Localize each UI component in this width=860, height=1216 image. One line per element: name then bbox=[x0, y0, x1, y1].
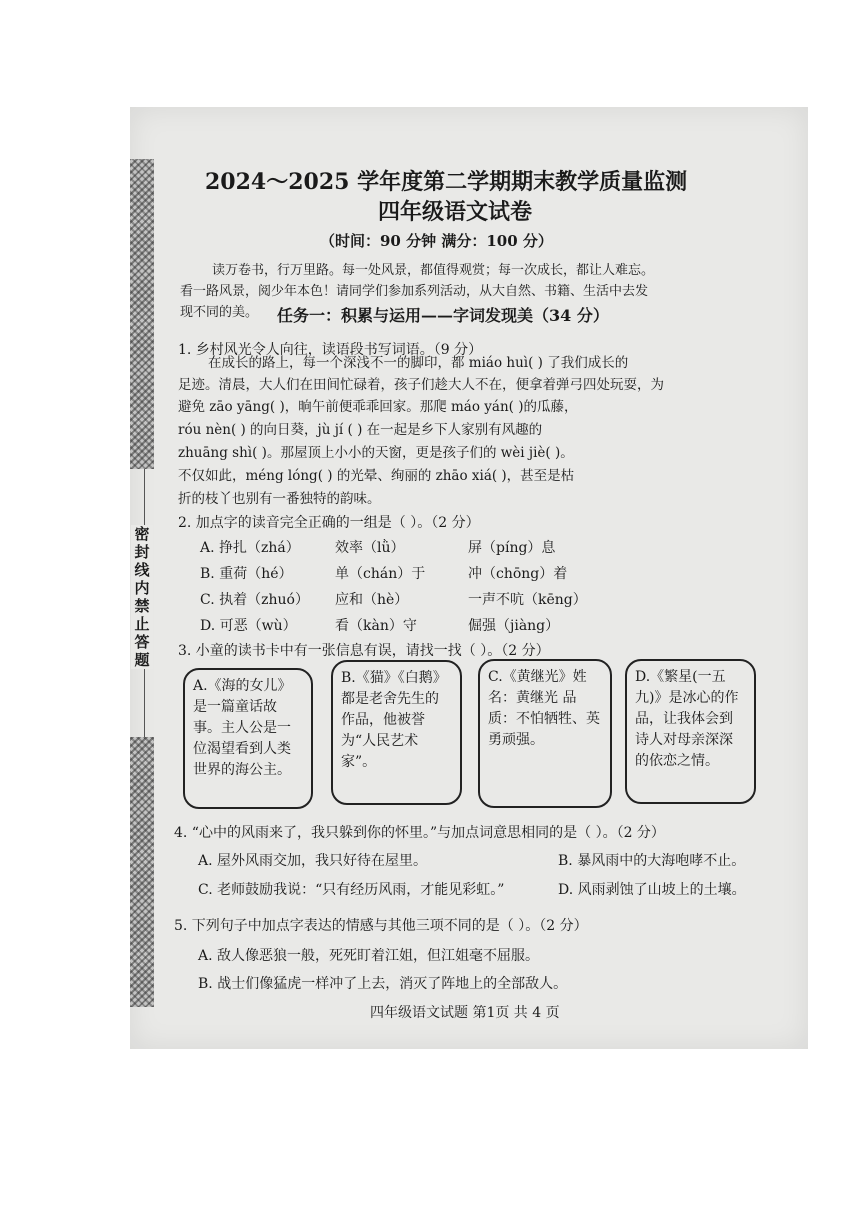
q1-line-6: 不仅如此，méng lóng( ) 的光晕、绚丽的 zhāo xiá( )，甚至是枯 bbox=[178, 468, 575, 484]
q1-stem: 1. 乡村风光令人向往，读语段书写词语。（9 分） bbox=[178, 342, 483, 358]
q1-line-5: zhuāng shì( )。那屋顶上小小的天窗，更是孩子们的 wèi jiè( )。 bbox=[178, 445, 574, 461]
q2-option-b2: 单（chán）于 bbox=[335, 566, 426, 582]
q2-option-c2: 应和（hè） bbox=[335, 592, 409, 608]
q2-option-a3: 屏（píng）息 bbox=[468, 540, 556, 556]
reading-card-d: D.《繁星(一五九)》是冰心的作品，让我体会到诗人对母亲深深的依恋之情。 bbox=[625, 659, 756, 804]
exam-paper bbox=[130, 107, 808, 1049]
q4-option-d: D. 风雨剥蚀了山坡上的土壤。 bbox=[558, 882, 746, 898]
q1-line-7: 折的枝丫也别有一番独特的韵味。 bbox=[178, 491, 381, 507]
binding-pattern-bottom bbox=[130, 737, 154, 1007]
q4-option-c: C. 老师鼓励我说：“只有经历风雨，才能见彩虹。” bbox=[198, 882, 505, 898]
q5-stem: 5. 下列句子中加点字表达的情感与其他三项不同的是（ ）。（2 分） bbox=[174, 918, 588, 934]
exam-subtitle: 四年级语文试卷 bbox=[378, 199, 533, 225]
q2-option-c1: C. 执着（zhuó） bbox=[200, 592, 309, 608]
q2-option-d2: 看（kàn）守 bbox=[335, 618, 417, 634]
exam-title: 2024～2025 学年度第二学期期末教学质量监测 bbox=[205, 169, 688, 195]
reading-card-c: C.《黄继光》姓名：黄继光 品质：不怕牺牲、英勇顽强。 bbox=[478, 659, 612, 808]
reading-card-a: A.《海的女儿》是一篇童话故事。主人公是一位渴望看到人类世界的海公主。 bbox=[183, 668, 313, 809]
q2-stem: 2. 加点字的读音完全正确的一组是（ ）。（2 分） bbox=[178, 515, 480, 531]
time-info: （时间：90 分钟 满分：100 分） bbox=[320, 232, 553, 250]
seal-notice: 密封线内禁止答题 bbox=[131, 525, 153, 669]
q4-stem: 4. “心中的风雨来了，我只躲到你的怀里。”与加点词意思相同的是（ ）。（2 分） bbox=[174, 825, 665, 841]
q2-option-a2: 效率（lǜ） bbox=[335, 540, 405, 556]
q4-option-b: B. 暴风雨中的大海咆哮不止。 bbox=[558, 853, 746, 869]
q1-line-1: 在成长的路上，每一个深浅不一的脚印，都 miáo huì( ) 了我们成长的 bbox=[208, 355, 629, 371]
q5-option-b: B. 战士们像猛虎一样冲了上去，消灭了阵地上的全部敌人。 bbox=[198, 976, 568, 992]
intro-line-3: 现不同的美。 bbox=[180, 305, 259, 320]
q5-option-a: A. 敌人像恶狼一般，死死盯着江姐，但江姐毫不屈服。 bbox=[198, 948, 540, 964]
q1-line-2: 足迹。清晨，大人们在田间忙碌着，孩子们趁大人不在，便拿着弹弓四处玩耍，为 bbox=[178, 377, 664, 393]
q1-line-3: 避免 zāo yāng( )，晌午前便乖乖回家。那爬 máo yán( )的瓜藤， bbox=[178, 399, 578, 415]
q1-line-4: róu nèn( ) 的向日葵，jù jí ( ) 在一起是乡下人家别有风趣的 bbox=[178, 422, 543, 438]
q3-stem: 3. 小童的读书卡中有一张信息有误，请找一找（ ）。（2 分） bbox=[178, 643, 550, 659]
binding-pattern-top bbox=[130, 159, 154, 469]
q2-option-b1: B. 重荷（hé） bbox=[200, 566, 293, 582]
section-heading: 任务一：积累与运用——字词发现美（34 分） bbox=[277, 306, 609, 325]
q2-option-b3: 冲（chōng）着 bbox=[468, 566, 568, 582]
intro-line-1: 读万卷书，行万里路。每一处风景，都值得观赏；每一次成长，都让人难忘。 bbox=[212, 263, 655, 278]
q2-option-c3: 一声不吭（kēng） bbox=[468, 592, 587, 608]
reading-card-b: B.《猫》《白鹅》都是老舍先生的作品，他被誉为“人民艺术家”。 bbox=[331, 660, 462, 805]
q2-option-d1: D. 可恶（wù） bbox=[200, 618, 297, 634]
page-footer: 四年级语文试题 第1页 共 4 页 bbox=[370, 1005, 560, 1021]
q2-option-d3: 倔强（jiàng） bbox=[468, 618, 560, 634]
intro-line-2: 看一路风景，阅少年本色！请同学们参加系列活动，从大自然、书籍、生活中去发 bbox=[180, 284, 649, 299]
q2-option-a1: A. 挣扎（zhá） bbox=[200, 540, 300, 556]
q4-option-a: A. 屋外风雨交加，我只好待在屋里。 bbox=[198, 853, 428, 869]
